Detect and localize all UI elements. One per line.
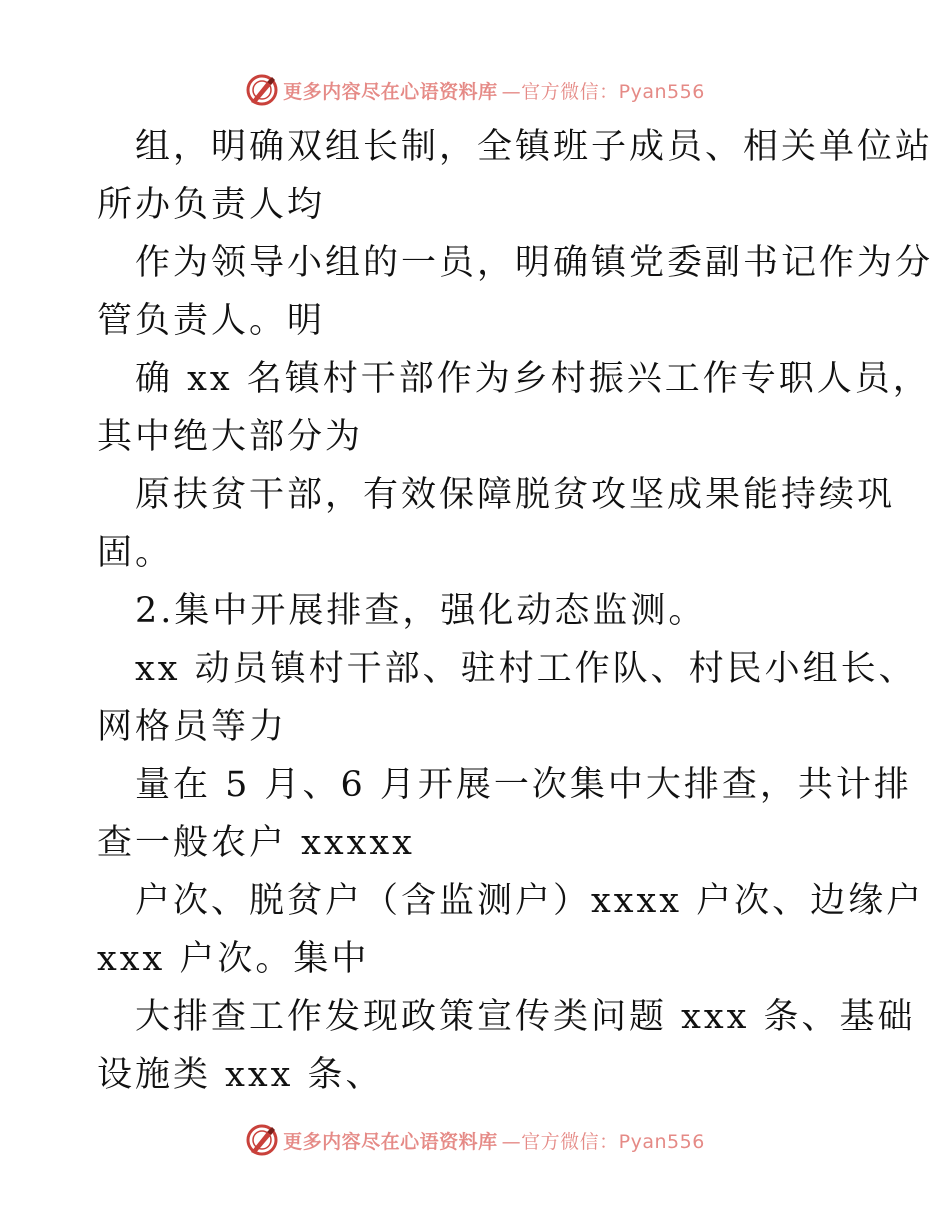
header-banner-content [245,73,705,107]
footer-banner [0,1120,950,1160]
pen-circle-logo-icon [245,73,279,107]
body-line: xx 动员镇村干部、驻村工作队、村民小组长、 [135,649,917,689]
body-line: 确 xx 名镇村干部作为乡村振兴工作专职人员， [135,359,931,399]
footer-banner-content [245,1123,705,1157]
body-line: 其中绝大部分为 [97,417,364,457]
body-line: 设施类 xxx 条、 [97,1055,384,1095]
body-line: 管负责人。明 [97,301,326,341]
document-body [97,118,934,1104]
header-banner-title: 更多内容尽在心语资料库 [283,80,498,103]
footer-banner-subtitle: —官方微信：Pyan556 [501,1130,705,1153]
body-line: 户次、脱贫户（含监测户）xxxx 户次、边缘户 [135,881,925,921]
body-line: 固。 [97,533,174,573]
body-line: 原扶贫干部，有效保障脱贫攻坚成果能持续巩 [135,475,896,515]
body-line: 组，明确双组长制，全镇班子成员、相关单位站 [135,127,934,167]
body-line: 网格员等力 [97,707,288,747]
body-line: 查一般农户 xxxxx [97,823,415,863]
body-line: 作为领导小组的一员，明确镇党委副书记作为分 [135,243,934,283]
header-banner [0,70,950,110]
header-banner-subtitle: —官方微信：Pyan556 [501,80,705,103]
footer-banner-title: 更多内容尽在心语资料库 [283,1130,498,1153]
pen-circle-logo-icon [245,1123,279,1157]
body-line: 量在 5 月、6 月开展一次集中大排查，共计排 [135,765,912,805]
body-line: xxx 户次。集中 [97,939,370,979]
body-line: 大排查工作发现政策宣传类问题 xxx 条、基础 [135,997,916,1037]
body-line: 所办负责人均 [97,185,326,225]
section-heading: 2.集中开展排查，强化动态监测。 [135,591,707,631]
